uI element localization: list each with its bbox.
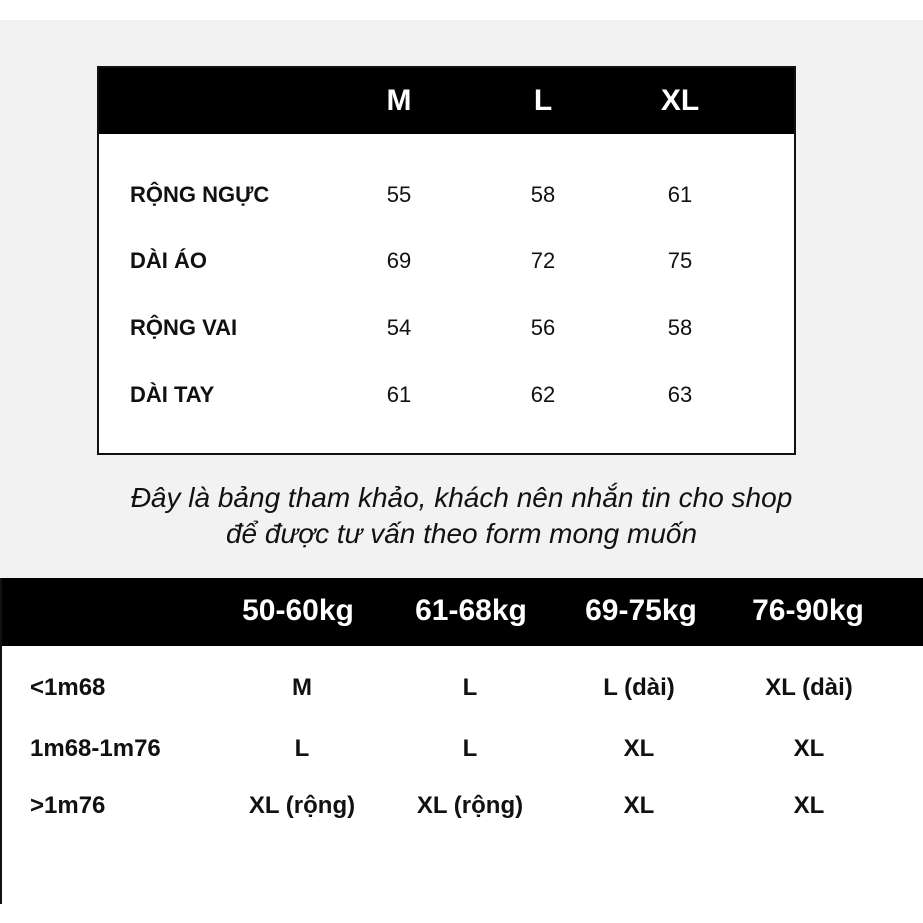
- header-weight-range: 61-68kg: [415, 594, 527, 627]
- cell-value: 58: [667, 315, 693, 340]
- table-row: [99, 315, 794, 355]
- cell-value: 75: [667, 248, 693, 273]
- table-row: [99, 248, 794, 288]
- fit-guide-table: [0, 578, 923, 904]
- cell-value: 58: [530, 182, 556, 207]
- table-row: [99, 382, 794, 422]
- cell-value: 61: [386, 382, 412, 407]
- table-row: [2, 674, 923, 714]
- size-table-header: [99, 68, 794, 134]
- header-size-xl: XL: [660, 84, 700, 117]
- cell-value: XL (rộng): [248, 792, 356, 819]
- cell-value: L: [294, 735, 310, 762]
- row-label: RỘNG VAI: [130, 315, 238, 340]
- cell-value: 69: [386, 248, 412, 273]
- cell-value: L: [462, 735, 478, 762]
- cell-value: 61: [667, 182, 693, 207]
- row-label: RỘNG NGỰC: [130, 182, 270, 207]
- note-line-2: để được tư vấn theo form mong muốn: [225, 518, 698, 549]
- row-label: DÀI ÁO: [130, 248, 207, 273]
- cell-value: 72: [530, 248, 556, 273]
- cell-value: 63: [667, 382, 693, 407]
- table-row: [2, 735, 923, 775]
- cell-value: 62: [530, 382, 556, 407]
- table-row: [2, 792, 923, 832]
- header-size-l: L: [533, 84, 553, 117]
- row-label: DÀI TAY: [130, 382, 215, 407]
- cell-value: 55: [386, 182, 412, 207]
- cell-value: XL (dài): [765, 674, 853, 701]
- fit-table-header: [2, 578, 923, 646]
- cell-value: 54: [386, 315, 412, 340]
- cell-value: M: [292, 674, 312, 701]
- row-label: >1m76: [30, 792, 106, 819]
- table-row: [99, 182, 794, 222]
- cell-value: XL: [623, 735, 655, 762]
- header-weight-range: 76-90kg: [752, 594, 864, 627]
- cell-value: L: [462, 674, 478, 701]
- cell-value: XL: [623, 792, 655, 819]
- cell-value: L (dài): [603, 674, 675, 701]
- cell-value: XL (rộng): [416, 792, 524, 819]
- header-weight-range: 69-75kg: [585, 594, 697, 627]
- size-measurement-table: [97, 66, 796, 455]
- note-line-1: Đây là bảng tham khảo, khách nên nhắn tin cho shop: [130, 482, 793, 513]
- row-label: <1m68: [30, 674, 106, 701]
- cell-value: XL: [793, 792, 825, 819]
- header-weight-range: 50-60kg: [242, 594, 354, 627]
- row-label: 1m68-1m76: [30, 735, 161, 762]
- cell-value: 56: [530, 315, 556, 340]
- header-size-m: M: [386, 84, 412, 117]
- cell-value: XL: [793, 735, 825, 762]
